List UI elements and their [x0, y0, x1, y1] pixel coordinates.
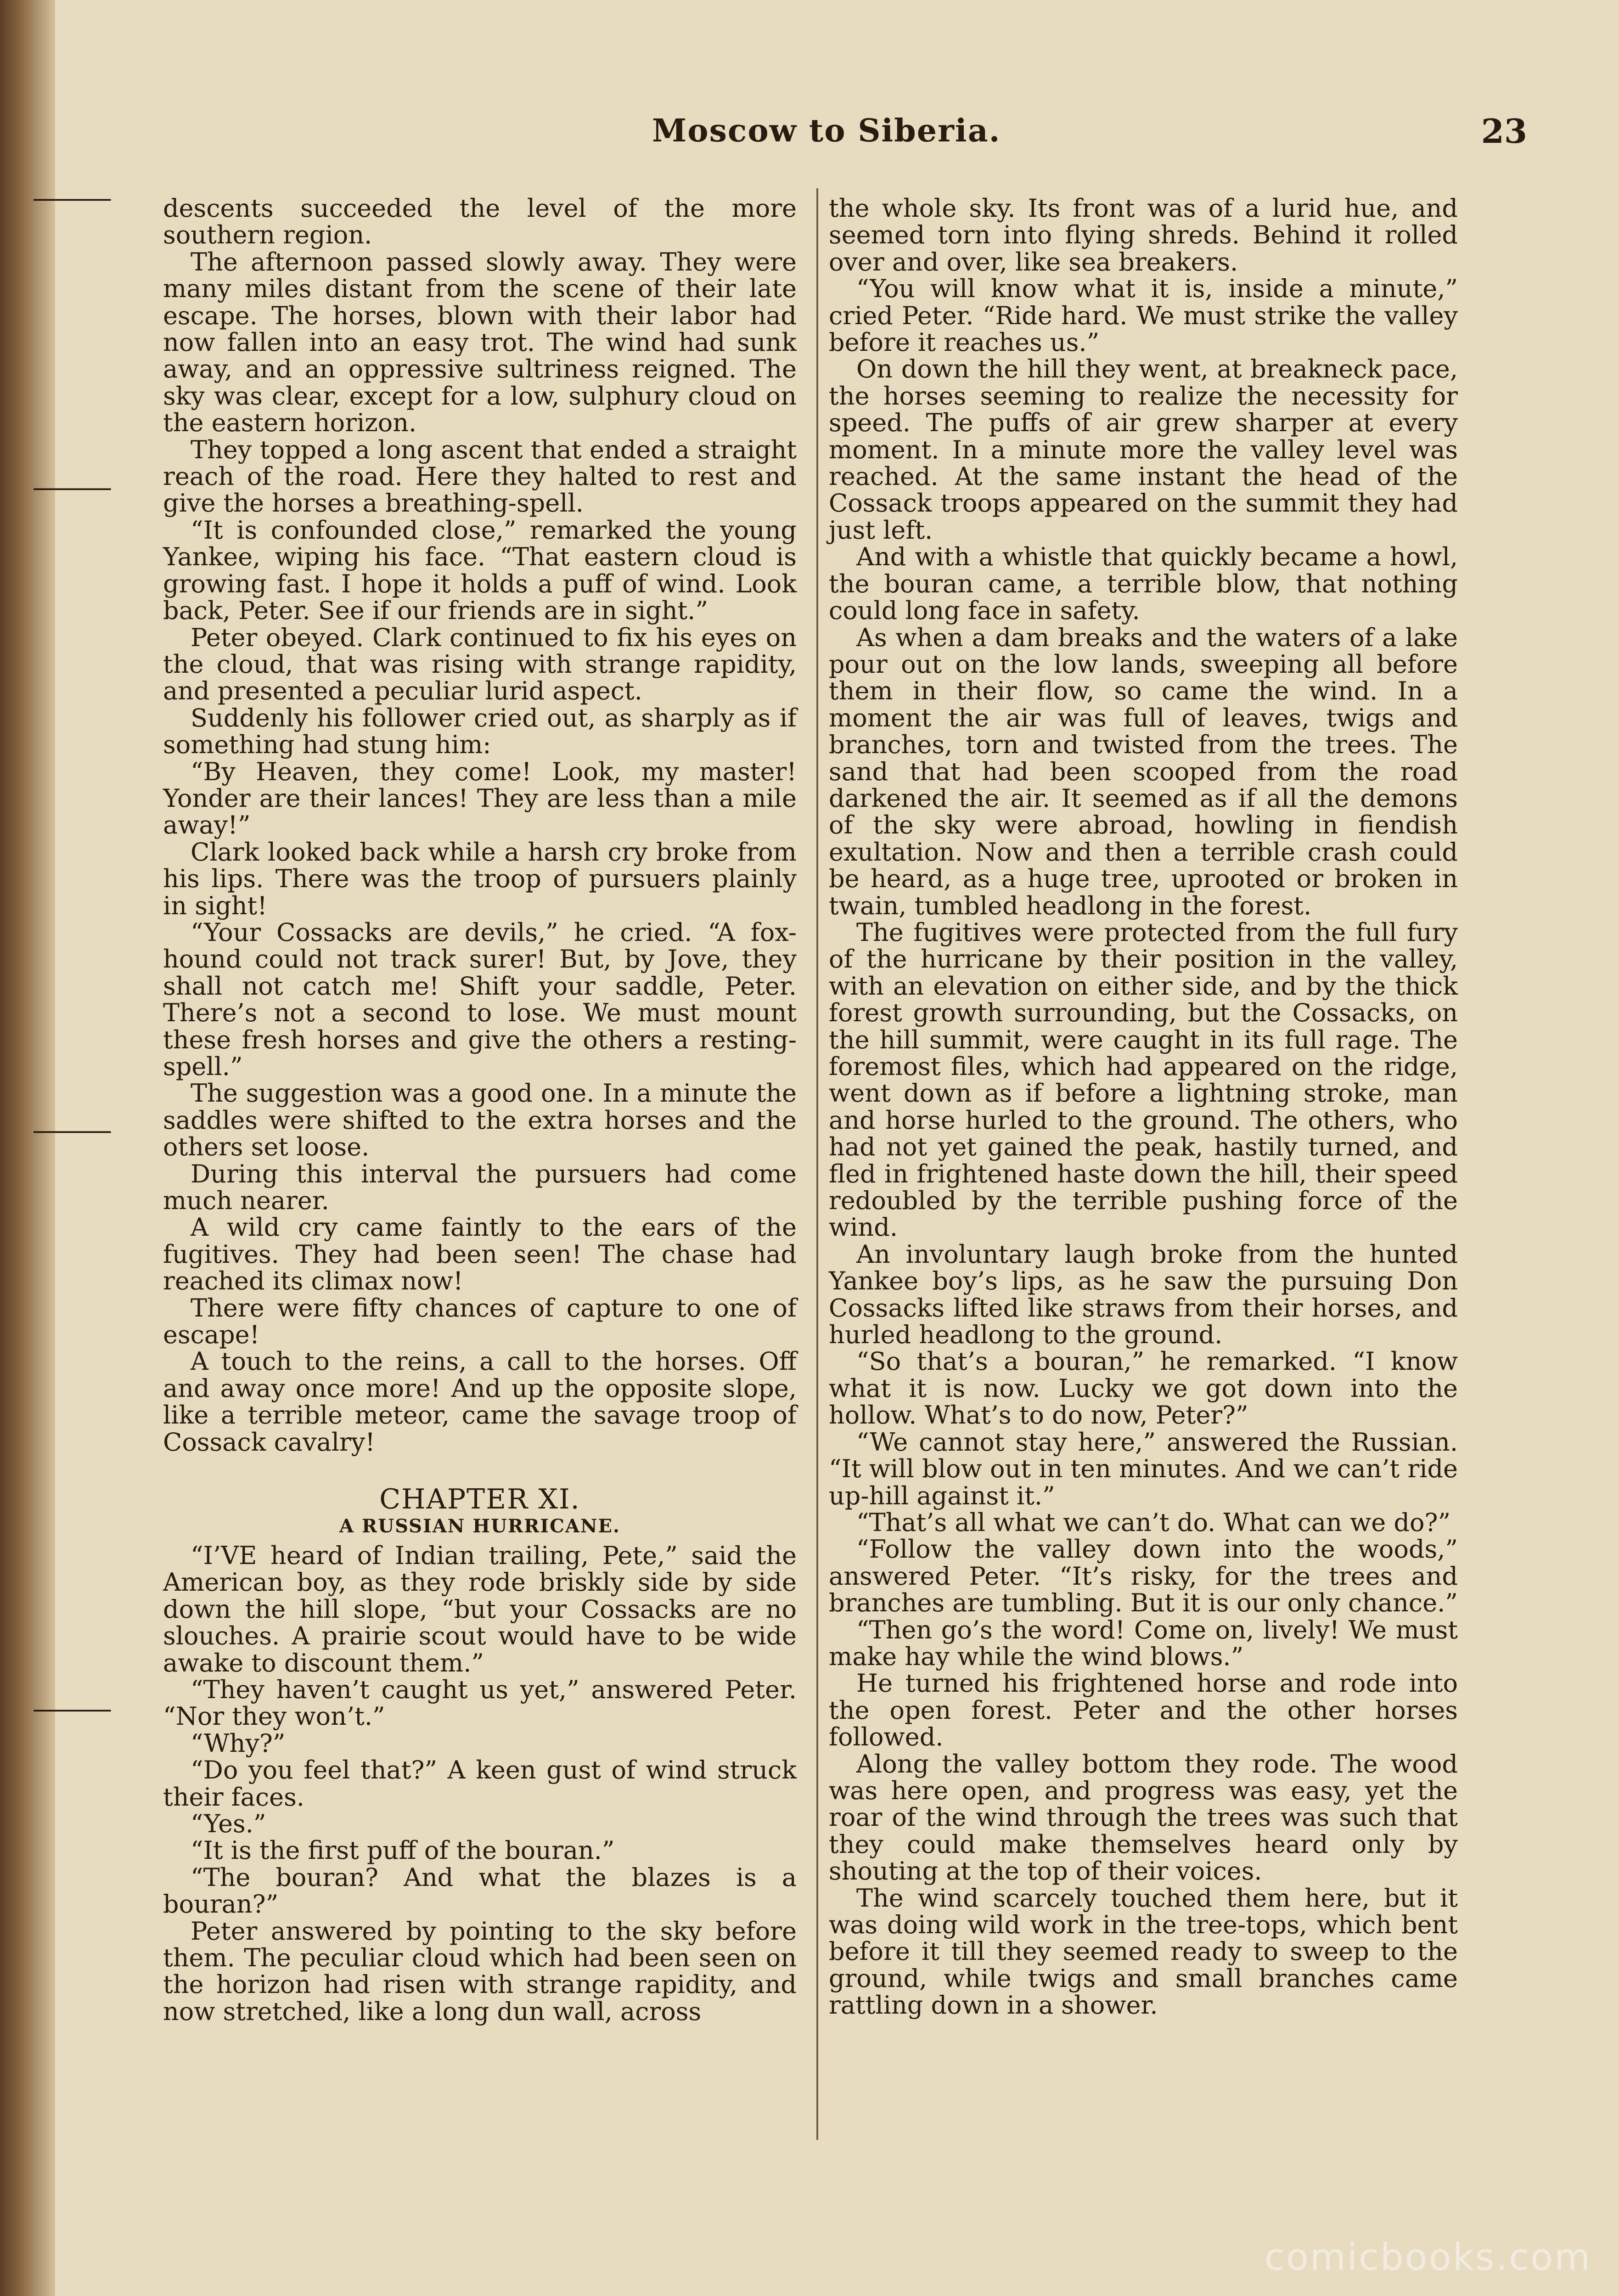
paragraph: A wild cry came faintly to the ears of the fugitives. They had been seen! The chase had reached its climax now!: [163, 1213, 797, 1296]
paragraph: Suddenly his follower cried out, as sharply as if something had stung him:: [163, 703, 797, 760]
paragraph: “Why?”: [191, 1728, 286, 1758]
column-divider: [816, 188, 818, 2140]
paragraph: The wind scarcely touched them here, but it was doing wild work in the tree-tops, which bent before it till they seemed ready to sweep to the ground, while twigs and small branches came rattling down in a shower.: [829, 1883, 1458, 2020]
paragraph: “We cannot stay here,” answered the Russian. “It will blow out in ten minutes. And we can’t ride up-hill against it.”: [829, 1427, 1458, 1510]
page-number: 23: [1481, 111, 1527, 151]
running-title: Moscow to Siberia.: [652, 113, 1001, 149]
paragraph: During this interval the pursuers had come much nearer.: [163, 1159, 797, 1216]
paragraph: “The bouran? And what the blazes is a bouran?”: [163, 1863, 797, 1919]
paragraph: And with a whistle that quickly became a howl, the bouran came, a terrible blow, that nothing could long face in safety.: [829, 542, 1458, 625]
page-header: [634, 110, 1527, 152]
paragraph: Peter obeyed. Clark continued to fix his eyes on the cloud, that was rising with strange rapidity, and presented a peculiar lurid aspect.: [163, 623, 797, 706]
paragraph: “Your Cossacks are devils,” he cried. “A fox-hound could not track surer! But, by Jove, they shall not catch me! Shift your saddle, Peter. There’s not a second to lose. We must mount these fresh horses and give the others a resting-spell.”: [163, 917, 797, 1081]
paragraph: “So that’s a bouran,” he remarked. “I know what it is now. Lucky we got down into the hollow. What’s to do now, Peter?”: [829, 1347, 1458, 1430]
paragraph: “By Heaven, they come! Look, my master! Yonder are their lances! They are less than a mile away!”: [163, 757, 797, 840]
paragraph: There were fifty chances of capture to one of escape!: [163, 1293, 797, 1350]
watermark: comicbooks.com: [1264, 2236, 1591, 2279]
binding-stitch-icon: ⸻: [32, 468, 112, 506]
paragraph: The suggestion was a good one. In a minute the saddles were shifted to the extra horses and the others set loose.: [163, 1079, 797, 1162]
paragraph: They topped a long ascent that ended a straight reach of the road. Here they halted to rest and give the horses a breathing-spell.: [163, 435, 797, 518]
paragraph: “It is the first puff of the bouran.”: [191, 1836, 615, 1865]
binding-stitch-icon: ⸻: [32, 1111, 112, 1148]
paragraph: An involuntary laugh broke from the hunted Yankee boy’s lips, as he saw the pursuing Don Cossacks lifted like straws from their horses, and hurled headlong to the ground.: [829, 1239, 1458, 1350]
paragraph: The fugitives were protected from the full fury of the hurricane by their position in the valley, with an elevation on either side, and by the thick forest growth surrounding, but the Cossacks, on the hill summit, were caught in its full rage. The foremost files, which had appeared on the ridge, went down as if before a lightning stroke, man and horse hurled to the ground. The others, who had not yet gained the peak, hastily turned, and fled in frightened haste down the hill, their speed redoubled by the terrible pushing force of the wind.: [829, 917, 1458, 1242]
paragraph: The afternoon passed slowly away. They were many miles distant from the scene of their late escape. The horses, blown with their labor had now fallen into an easy trot. The wind had sunk away, and an oppressive sultriness reigned. The sky was clear, except for a low, sulphury cloud on the eastern horizon.: [163, 247, 797, 438]
left-column: [163, 195, 797, 2025]
paragraph: “That’s all what we can’t do. What can we do?”: [856, 1508, 1451, 1537]
chapter-subtitle: A RUSSIAN HURRICANE.: [339, 1515, 620, 1537]
paragraph: Along the valley bottom they rode. The wood was here open, and progress was easy, yet the roar of the wind through the trees was such that they could make themselves heard only by shouting at the top of their voices.: [829, 1749, 1458, 1886]
paragraph: the whole sky. Its front was of a lurid hue, and seemed torn into flying shreds. Behind it rolled over and over, like sea breakers.: [829, 194, 1458, 276]
paragraph: Clark looked back while a harsh cry broke from his lips. There was the troop of pursuers plainly in sight!: [163, 837, 797, 920]
paragraph: “I’VE heard of Indian trailing, Pete,” said the American boy, as they rode briskly side by side down the hill slope, “but your Cossacks are no slouches. A prairie scout would have to be wide awake to discount them.”: [163, 1541, 797, 1677]
paragraph: “Then go’s the word! Come on, lively! We must make hay while the wind blows.”: [829, 1615, 1458, 1671]
paragraph: A touch to the reins, a call to the horses. Off and away once more! And up the opposite slope, like a terrible meteor, came the savage troop of Cossack cavalry!: [163, 1347, 797, 1457]
chapter-title: CHAPTER XI.: [379, 1483, 580, 1516]
binding-stitch-icon: ⸻: [32, 179, 112, 216]
paragraph: “Yes.”: [191, 1809, 266, 1838]
paragraph: “Follow the valley down into the woods,” answered Peter. “It’s risky, for the trees and branches are tumbling. But it is our only chance.”: [829, 1535, 1458, 1618]
binding-stitch-icon: ⸻: [32, 1689, 112, 1727]
paragraph: “You will know what it is, inside a minute,” cried Peter. “Ride hard. We must strike the valley before it reaches us.”: [829, 274, 1458, 357]
paragraph: “It is confounded close,” remarked the young Yankee, wiping his face. “That eastern cloud is growing fast. I hope it holds a puff of wind. Look back, Peter. See if our friends are in sight.”: [163, 515, 797, 625]
paragraph: descents succeeded the level of the more southern region.: [163, 194, 797, 250]
paragraph: “They haven’t caught us yet,” answered Peter. “Nor they won’t.”: [163, 1675, 797, 1731]
paragraph: On down the hill they went, at breakneck pace, the horses seeming to realize the necessity for speed. The puffs of air grew sharper at every moment. In a minute more the valley level was reached. At the same instant the head of the Cossack troops appeared on the summit they had just left.: [829, 355, 1458, 545]
paragraph: “Do you feel that?” A keen gust of wind struck their faces.: [163, 1756, 797, 1812]
paragraph: He turned his frightened horse and rode into the open forest. Peter and the other horses followed.: [829, 1669, 1458, 1752]
paragraph: As when a dam breaks and the waters of a lake pour out on the low lands, sweeping all before them in their flow, so came the wind. In a moment the air was full of leaves, twigs and branches, torn and twisted from the trees. The sand that had been scooped from the road darkened the air. It seemed as if all the demons of the sky were abroad, howling in fiendish exultation. Now and then a terrible crash could be heard, as a huge tree, uprooted or broken in twain, tumbled headlong in the forest.: [829, 623, 1458, 920]
paragraph: Peter answered by pointing to the sky before them. The peculiar cloud which had been seen on the horizon had risen with strange rapidity, and now stretched, like a long dun wall, across: [163, 1916, 797, 2026]
right-column: [829, 195, 1458, 2019]
